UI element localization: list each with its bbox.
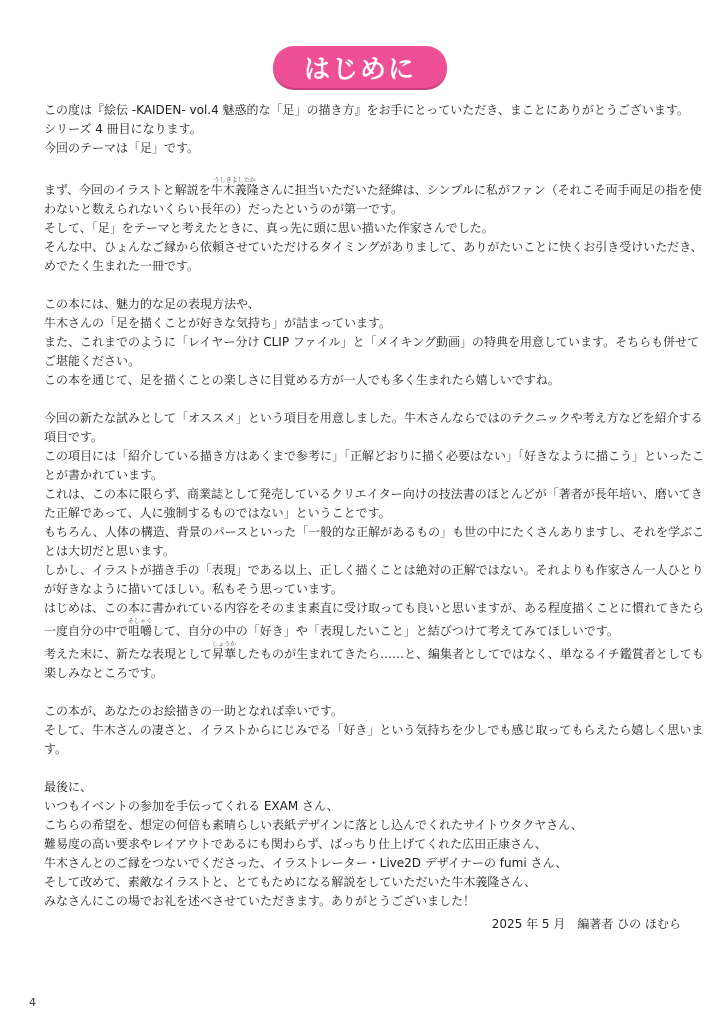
body-text xyxy=(44,101,705,911)
text-line: とは大切だと思います。 xyxy=(44,544,176,558)
text-line: この度は『絵伝 -KAIDEN- vol.4 魅惑的な「足」の描き方』をお手にとっていただき、まことにありがとうございます。 xyxy=(44,103,689,117)
text-line: しかし、イラストが描き手の「表現」である以上、正しく描くことは絶対の正解ではない。それよりも作家さん一人ひとり xyxy=(44,563,704,577)
ruby-shouka: 昇華しょうか xyxy=(212,641,237,661)
text-line: シリーズ 4 冊目になります。 xyxy=(44,122,202,136)
text-line: ご堪能ください。 xyxy=(44,354,141,368)
text-line: こちらの希望を、想定の何倍も素晴らしい表紙デザインに落とし込んでくれたサイトウタクヤさん、 xyxy=(44,818,583,832)
text-line: 項目です。 xyxy=(44,430,104,444)
text-line: そんな中、ひょんなご縁から依頼させていただけるタイミングがありまして、ありがたいことに快くお引き受けいただき、 xyxy=(44,240,703,254)
text-line: そして改めて、素敵なイラストと、とてもためになる解説をしていただいた牛木義隆さん、 xyxy=(44,875,537,889)
page-number: 4 xyxy=(29,996,36,1009)
text-line: この項目には「紹介している描き方はあくまで参考に」「正解どおりに描く必要はない」「好きなように描こう」といったこ xyxy=(44,449,705,463)
text-line: す。 xyxy=(44,742,68,756)
text-line: 一度自分の中で咀嚼そしゃくして、自分の中の「好き」や「表現したいこと」と結びつけて考えてみてほしいです。 xyxy=(44,618,619,638)
text-line: この本が、あなたのお絵描きの一助となれば幸いです。 xyxy=(44,704,344,718)
text-line: もちろん、人体の構造、背景のパースといった「一般的な正解があるもの」も世の中にたくさんありますし、それを学ぶこ xyxy=(44,525,705,539)
text-line: 考えた末に、新たな表現として昇華しょうかしたものが生まれてきたら……と、編集者としてではなく、単なるイチ鑑賞者としても xyxy=(44,641,704,661)
text-line: わないと数えられないくらい長年の）だったというのが第一です。 xyxy=(44,202,404,216)
text-line: 最後に、 xyxy=(44,780,93,794)
text-line: 牛木さんの「足を描くことが好きな気持ち」が詰まっています。 xyxy=(44,316,392,330)
text-line: いつもイベントの参加を手伝ってくれる EXAM さん、 xyxy=(44,799,339,813)
text-line: とが書かれています。 xyxy=(44,468,164,482)
text-line: た正解であって、人に強制するものではない」ということです。 xyxy=(44,506,391,520)
text-line: が好きなように描いてほしい。私もそう思っています。 xyxy=(44,582,344,596)
ruby-ushiki: 牛木義隆うしきよしたか xyxy=(210,177,259,197)
text-line: そして、牛木さんの凄さと、イラストからにじみでる「好き」という気持ちを少しでも感じ取ってもらえたら嬉しく思いま xyxy=(44,723,704,737)
signature: 2025 年 5 月 編著者 ひの ほむら xyxy=(491,917,681,931)
text-line: めでたく生まれた一冊です。 xyxy=(44,259,200,273)
text-line: 難易度の高い要求やレイアウトであるにも関わらず、ばっちり仕上げてくれた広田正康さん、 xyxy=(44,837,547,851)
text-line: これは、この本に限らず、商業誌として発売しているクリエイター向けの技法書のほとんどが「著者が長年培い、磨いてき xyxy=(44,487,703,501)
text-line: また、これまでのように「レイヤー分け CLIP ファイル」と「メイキング動画」の特典を用意しています。そちらも併せて xyxy=(44,335,700,349)
text-line: この本には、魅力的な足の表現方法や、 xyxy=(44,297,260,311)
page-title: はじめに xyxy=(273,46,447,88)
text-line: 楽しみなところです。 xyxy=(44,666,163,680)
text-line: まず、今回のイラストと解説を牛木義隆うしきよしたかさんに担当いただいた経緯は、シンプルに私がファン（それこそ両手両足の指を使 xyxy=(44,177,702,197)
text-line: 牛木さんとのご縁をつないでくださった、イラストレーター・Live2D デザイナーの fumi さん、 xyxy=(44,856,568,870)
text-line: みなさんにこの場でお礼を述べさせていただきます。ありがとうございました！ xyxy=(44,894,476,908)
text-line: この本を通じて、足を描くことの楽しさに目覚める方が一人でも多く生まれたら嬉しいですね。 xyxy=(44,373,560,387)
text-line: 今回のテーマは「足」です。 xyxy=(44,141,200,155)
text-line: はじめは、この本に書かれている内容をそのまま素直に受け取っても良いと思いますが、ある程度描くことに慣れてきたら xyxy=(44,601,705,615)
ruby-shosaku: 咀嚼そしゃく xyxy=(128,618,153,638)
text-line: そして、「足」をテーマと考えたときに、真っ先に頭に思い描いた作家さんでした。 xyxy=(44,221,494,235)
text-line: 今回の新たな試みとして「オススメ」という項目を用意しました。牛木さんならではのテクニックや考え方などを紹介する xyxy=(44,411,703,425)
